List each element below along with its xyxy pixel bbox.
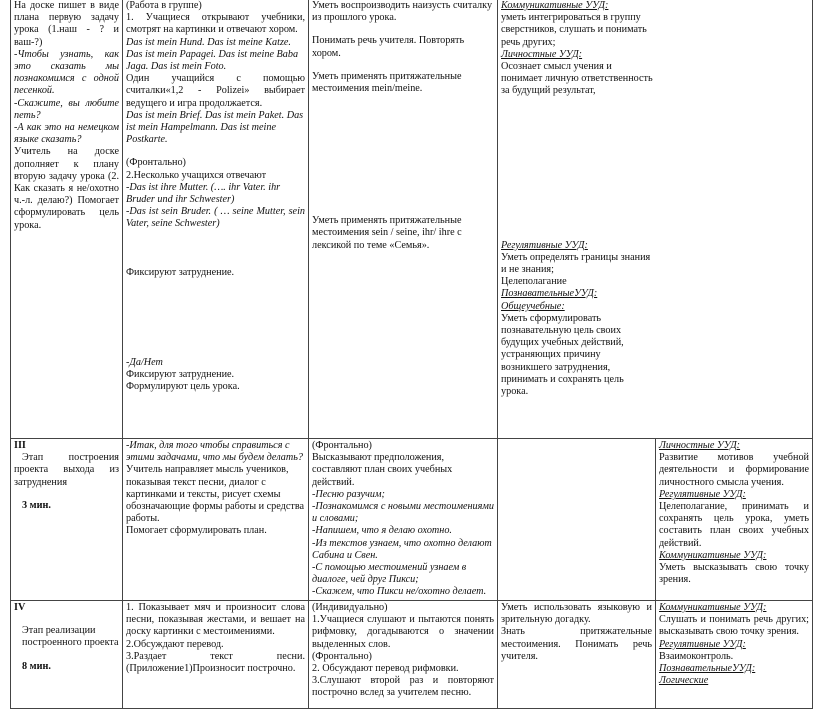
teacher-text: -Итак, для того чтобы справиться с этими задачами, что мы будем делать? — [126, 440, 303, 464]
student-example: Das ist mein Brief. Das ist mein Paket. Das ist mein Hampelmann. Das ist meine Postkarte. — [126, 109, 304, 146]
uud-title: ПознавательныеУУД: — [501, 288, 598, 300]
stage-number: III — [14, 440, 26, 451]
result-text: Уметь воспроизводить наизусть считалку из прошлого урока. — [312, 0, 493, 24]
uud-title: ПознавательныеУУД: — [659, 663, 756, 675]
teacher-activity-cell — [123, 601, 309, 709]
student-activity-cell — [123, 0, 309, 439]
uud-text: Взаимоконтроль. — [659, 650, 734, 662]
uud-title: Регулятивные УУД: — [659, 488, 746, 500]
results-cell — [309, 0, 498, 439]
student-text: Фиксируют затруднение. — [126, 266, 235, 278]
uud-title: Личностные УУД: — [501, 48, 583, 60]
uud-text: Развитие мотивов учебной деятельности и формирование личностного смысла учения. — [659, 452, 809, 488]
teacher-text: 2.Обсуждают перевод. — [126, 638, 224, 650]
student-plan-item: -С помощью местоимений узнаем в диалоге, чей друг Пикси; — [312, 562, 467, 586]
uud-cell — [498, 0, 813, 439]
teacher-text: -Скажите, вы любите петь? — [14, 97, 119, 121]
teacher-text: Учитель направляет мысль учеников, показывая текст песни, диалог с картинками и тексты, рисует схемы обозначающие формы работы и средства работы. — [126, 464, 305, 525]
uud-title: Коммуникативные УУД: — [659, 602, 767, 613]
work-mode: (Фронтально) — [312, 650, 372, 662]
student-text: Один учащийся с помощью считалки«1,2 - Polizei» выбирает ведущего и игра продолжается. — [126, 73, 305, 109]
uud-cell — [656, 601, 813, 709]
work-mode: (Работа в группе) — [126, 0, 202, 11]
student-text: 3.Слушают второй раз и повторяют построчно вслед за учителем песню. — [312, 675, 494, 699]
teacher-activity-cell — [11, 0, 123, 439]
student-text: Высказывают предположения, составляют план своих учебных действий. — [312, 452, 453, 488]
uud-cell — [656, 439, 813, 601]
stage-name: Этап реализации построенного проекта — [22, 625, 119, 649]
result-text: Уметь использовать языковую и зрительную догадку. — [501, 602, 652, 626]
table-row — [11, 439, 813, 601]
student-text: 2. Обсуждают перевод рифмовки. — [312, 663, 459, 675]
teacher-text: 1. Показывает мяч и произносит слова песни, показывая жестами, и вешает на доску картинки с местоимениями. — [126, 602, 305, 638]
student-text: -Да/Нет — [126, 356, 163, 368]
teacher-text: -А как это на немецком языке сказать? — [14, 122, 119, 146]
teacher-text: На доске пишет в виде плана первую задачу урока (1.наш - ? и ваш-?) — [14, 0, 119, 48]
stage-name: Этап построения проекта выхода из затруднения — [14, 452, 119, 488]
results-cell — [498, 601, 656, 709]
lesson-plan-table — [10, 0, 813, 709]
uud-title: Логические — [659, 675, 709, 687]
work-mode: (Фронтально) — [126, 157, 186, 169]
stage-cell — [11, 601, 123, 709]
student-plan-item: -Из текстов узнаем, что охотно делают Сабина и Свен. — [312, 537, 492, 561]
uud-title: Общеучебные: — [501, 300, 565, 312]
uud-text: Уметь определять границы знания и не знания; — [501, 251, 651, 276]
student-text: 2.Несколько учащихся отвечают — [126, 169, 267, 181]
uud-title: Регулятивные УУД: — [659, 638, 746, 650]
student-activity-cell — [309, 439, 498, 601]
uud-text: Целеполагание — [501, 276, 567, 288]
teacher-text: Помогает сформулировать план. — [126, 525, 267, 537]
student-text: 1. Учащиеся открывают учебники, смотрят на картинки и отвечают хором. — [126, 12, 305, 36]
results-cell — [498, 439, 656, 601]
student-example: -Das ist ihre Mutter. (…. ihr Vater. ihr Bruder und ihr Schwester) — [126, 181, 281, 206]
student-example: Das ist mein Hund. Das ist meine Katze. Das ist mein Papagei. Das ist meine Baba Jaga. Das ist mein Foto. — [126, 36, 299, 73]
teacher-text: Учитель на доске дополняет к плану вторую задачу урока (2. Как сказать я не/охотно ч.-л. делаю?) Помогает сформулировать цель урока. — [14, 146, 119, 231]
stage-time: 3 мин. — [22, 499, 51, 511]
stage-cell — [11, 439, 123, 601]
student-activity-cell — [309, 601, 498, 709]
student-text: Фиксируют затруднение. — [126, 369, 235, 381]
uud-title: Регулятивные УУД: — [501, 239, 588, 251]
stage-time: 8 мин. — [22, 660, 51, 672]
result-text: Понимать речь учителя. Повторять хором. — [312, 35, 465, 59]
teacher-activity-cell — [123, 439, 309, 601]
teacher-text: -Чтобы узнать, как это сказать мы познакомимся с одной песенкой. — [14, 48, 119, 97]
uud-text: Осознает смысл учения и понимает личную ответственность за будущий результат, — [501, 61, 653, 97]
student-text: Формулируют цель урока. — [126, 381, 240, 393]
teacher-text: 3.Раздает текст песни. (Приложение1)Произносит построчно. — [126, 650, 305, 675]
uud-text: уметь интегрироваться в группу сверстников, слушать и понимать речь других; — [501, 12, 647, 48]
table-row — [11, 601, 813, 709]
uud-title: Коммуникативные УУД: — [659, 549, 767, 561]
table-row — [11, 0, 813, 439]
result-text: Уметь применять притяжательные местоимения sein / seine, ihr/ ihre с лексикой по теме «Семья». — [312, 215, 462, 251]
result-text: Уметь применять притяжательные местоимения mein/meine. — [312, 70, 462, 95]
result-text: Знать притяжательные местоимения. Понимать речь учителя. — [501, 626, 652, 662]
uud-text: Целеполагание, принимать и сохранять цель урока, уметь составить план своих учебных действий. — [659, 501, 809, 549]
student-plan-item: -Скажем, что Пикси не/охотно делает. — [312, 586, 487, 598]
uud-text: Слушать и понимать речь других; высказывать свою точку зрения. — [659, 614, 809, 638]
uud-title: Коммуникативные УУД: — [501, 0, 609, 11]
uud-title: Личностные УУД: — [659, 440, 741, 451]
student-plan-item: -Песню разучим; — [312, 488, 385, 500]
work-mode: (Индивидуально) — [312, 602, 388, 613]
uud-text: Уметь высказывать свою точку зрения. — [659, 562, 809, 586]
stage-number: IV — [14, 602, 26, 613]
student-plan-item: -Напишем, что я делаю охотно. — [312, 525, 452, 537]
work-mode: (Фронтально) — [312, 440, 372, 451]
student-plan-item: -Познакомимся с новыми местоимениями и словами; — [312, 501, 494, 525]
student-example: -Das ist sein Bruder. ( … seine Mutter, sein Vater, seine Schwester) — [126, 206, 305, 230]
uud-text: Уметь сформулировать познавательную цель своих будущих учебных действий, устраняющих причину возникшего затруднения, принимать и сохранять цель урока. — [501, 312, 624, 398]
student-text: 1.Учащиеся слушают и пытаются понять рифмовку, догадываются о значении выделенных слов. — [312, 614, 494, 650]
